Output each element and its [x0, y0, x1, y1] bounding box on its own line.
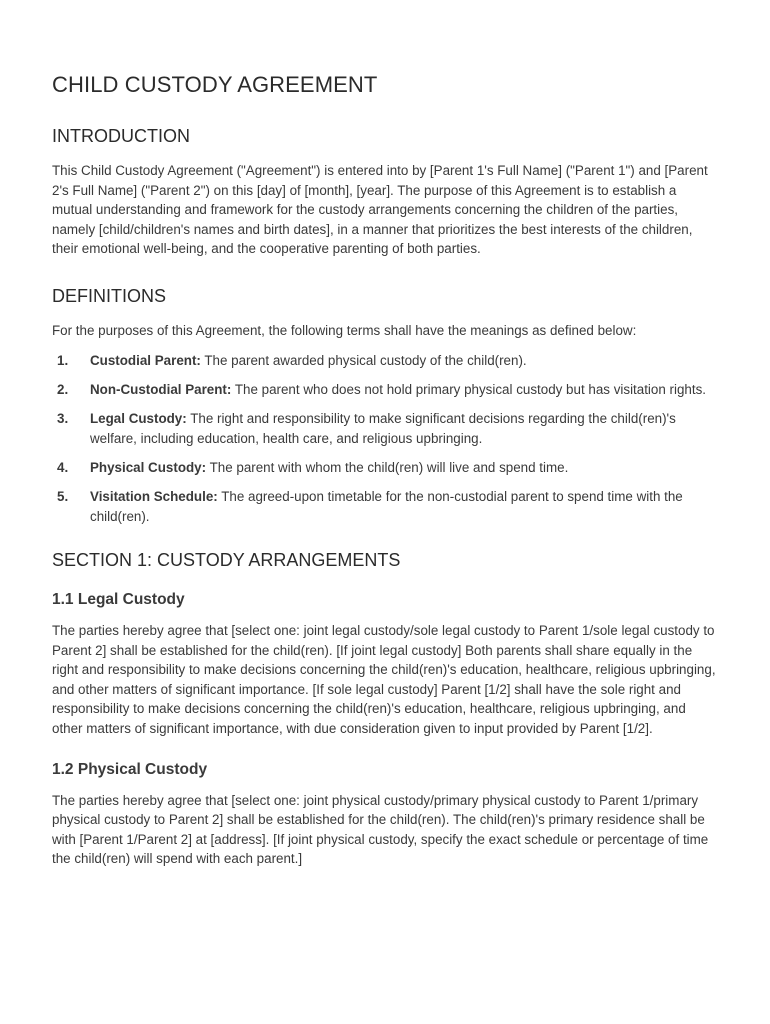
definition-term: Non-Custodial Parent:: [90, 381, 232, 397]
definition-text: The agreed-upon timetable for the non-custodial parent to spend time with the child(ren).: [90, 488, 683, 524]
definitions-section: [52, 284, 718, 526]
definitions-heading: DEFINITIONS: [52, 285, 167, 306]
definition-term: Legal Custody:: [90, 410, 187, 426]
definition-number: 3.: [57, 410, 69, 426]
definition-item: [52, 487, 718, 526]
definition-item: [52, 380, 718, 400]
definition-term: Physical Custody:: [90, 459, 207, 475]
definition-term: Custodial Parent:: [90, 352, 201, 368]
definition-text: The parent awarded physical custody of the child(ren).: [200, 352, 527, 368]
introduction-paragraph: This Child Custody Agreement ("Agreement") is entered into by [Parent 1's Full Name] ("Parent 1") and [Parent 2's Full Name] ("Parent 2") on this [day] of [month], [year]. The purpose of this Agreement is to establish a mutual understanding and framework for the custody arrangements concerning the children of the parties, namely [child/children's names and birth dates], in a manner that prioritizes the best interests of the children, their emotional well-being, and the cooperative parenting of both parties.: [52, 163, 708, 257]
definition-number: 2.: [57, 381, 69, 397]
definition-term: Visitation Schedule:: [90, 488, 218, 504]
definition-number: 1.: [57, 352, 69, 368]
definition-item: [52, 351, 718, 371]
physical-custody-paragraph: The parties hereby agree that [select one: joint physical custody/primary physical custody to Parent 1/primary physical custody to Parent 2] shall be established for the child(ren). The child(ren)'s primary residence shall be with [Parent 1/Parent 2] at [address]. [If joint physical custody, specify the exact schedule or percentage of time the child(ren) will spend with each parent.]: [52, 792, 709, 867]
definition-number: 5.: [57, 488, 69, 504]
definitions-list: [52, 351, 718, 527]
introduction-section: [52, 124, 718, 259]
definition-text: The parent who does not hold primary physical custody but has visitation rights.: [231, 381, 706, 397]
definitions-lead: For the purposes of this Agreement, the following terms shall have the meanings as defined below:: [52, 322, 637, 338]
definition-item: [52, 458, 718, 478]
definition-number: 4.: [57, 459, 69, 475]
definition-body: [90, 351, 527, 371]
definition-text: The right and responsibility to make significant decisions regarding the child(ren)'s welfare, including education, health care, and religious upbringing.: [90, 410, 676, 446]
definition-text: The parent with whom the child(ren) will live and spend time.: [206, 459, 569, 475]
definition-body: [90, 409, 718, 448]
document-title: CHILD CUSTODY AGREEMENT: [52, 72, 378, 97]
definition-item: [52, 409, 718, 448]
legal-custody-paragraph: The parties hereby agree that [select one: joint legal custody/sole legal custody to Parent 1/sole legal custody to Parent 2] shall be established for the child(ren). [If joint legal custody] Both parents shall share equally in the right and responsibility to make decisions concerning the child(ren)'s education, healthcare, religious upbringing, and other matters of significant importance. [If sole legal custody] Parent [1/2] shall have the sole right and responsibility to make decisions concerning the child(ren)'s education, healthcare, religious upbringing, and other matters of significant importance, with due consideration given to input provided by Parent [1/2].: [52, 623, 716, 737]
definition-body: [90, 380, 706, 400]
physical-custody-heading: 1.2 Physical Custody: [52, 760, 208, 778]
section-1-custody-arrangements: [52, 548, 718, 869]
legal-custody-heading: 1.1 Legal Custody: [52, 591, 185, 609]
definition-body: [90, 458, 568, 478]
introduction-heading: INTRODUCTION: [52, 126, 190, 146]
section-1-heading: SECTION 1: CUSTODY ARRANGEMENTS: [52, 550, 401, 571]
definition-body: [90, 487, 718, 526]
